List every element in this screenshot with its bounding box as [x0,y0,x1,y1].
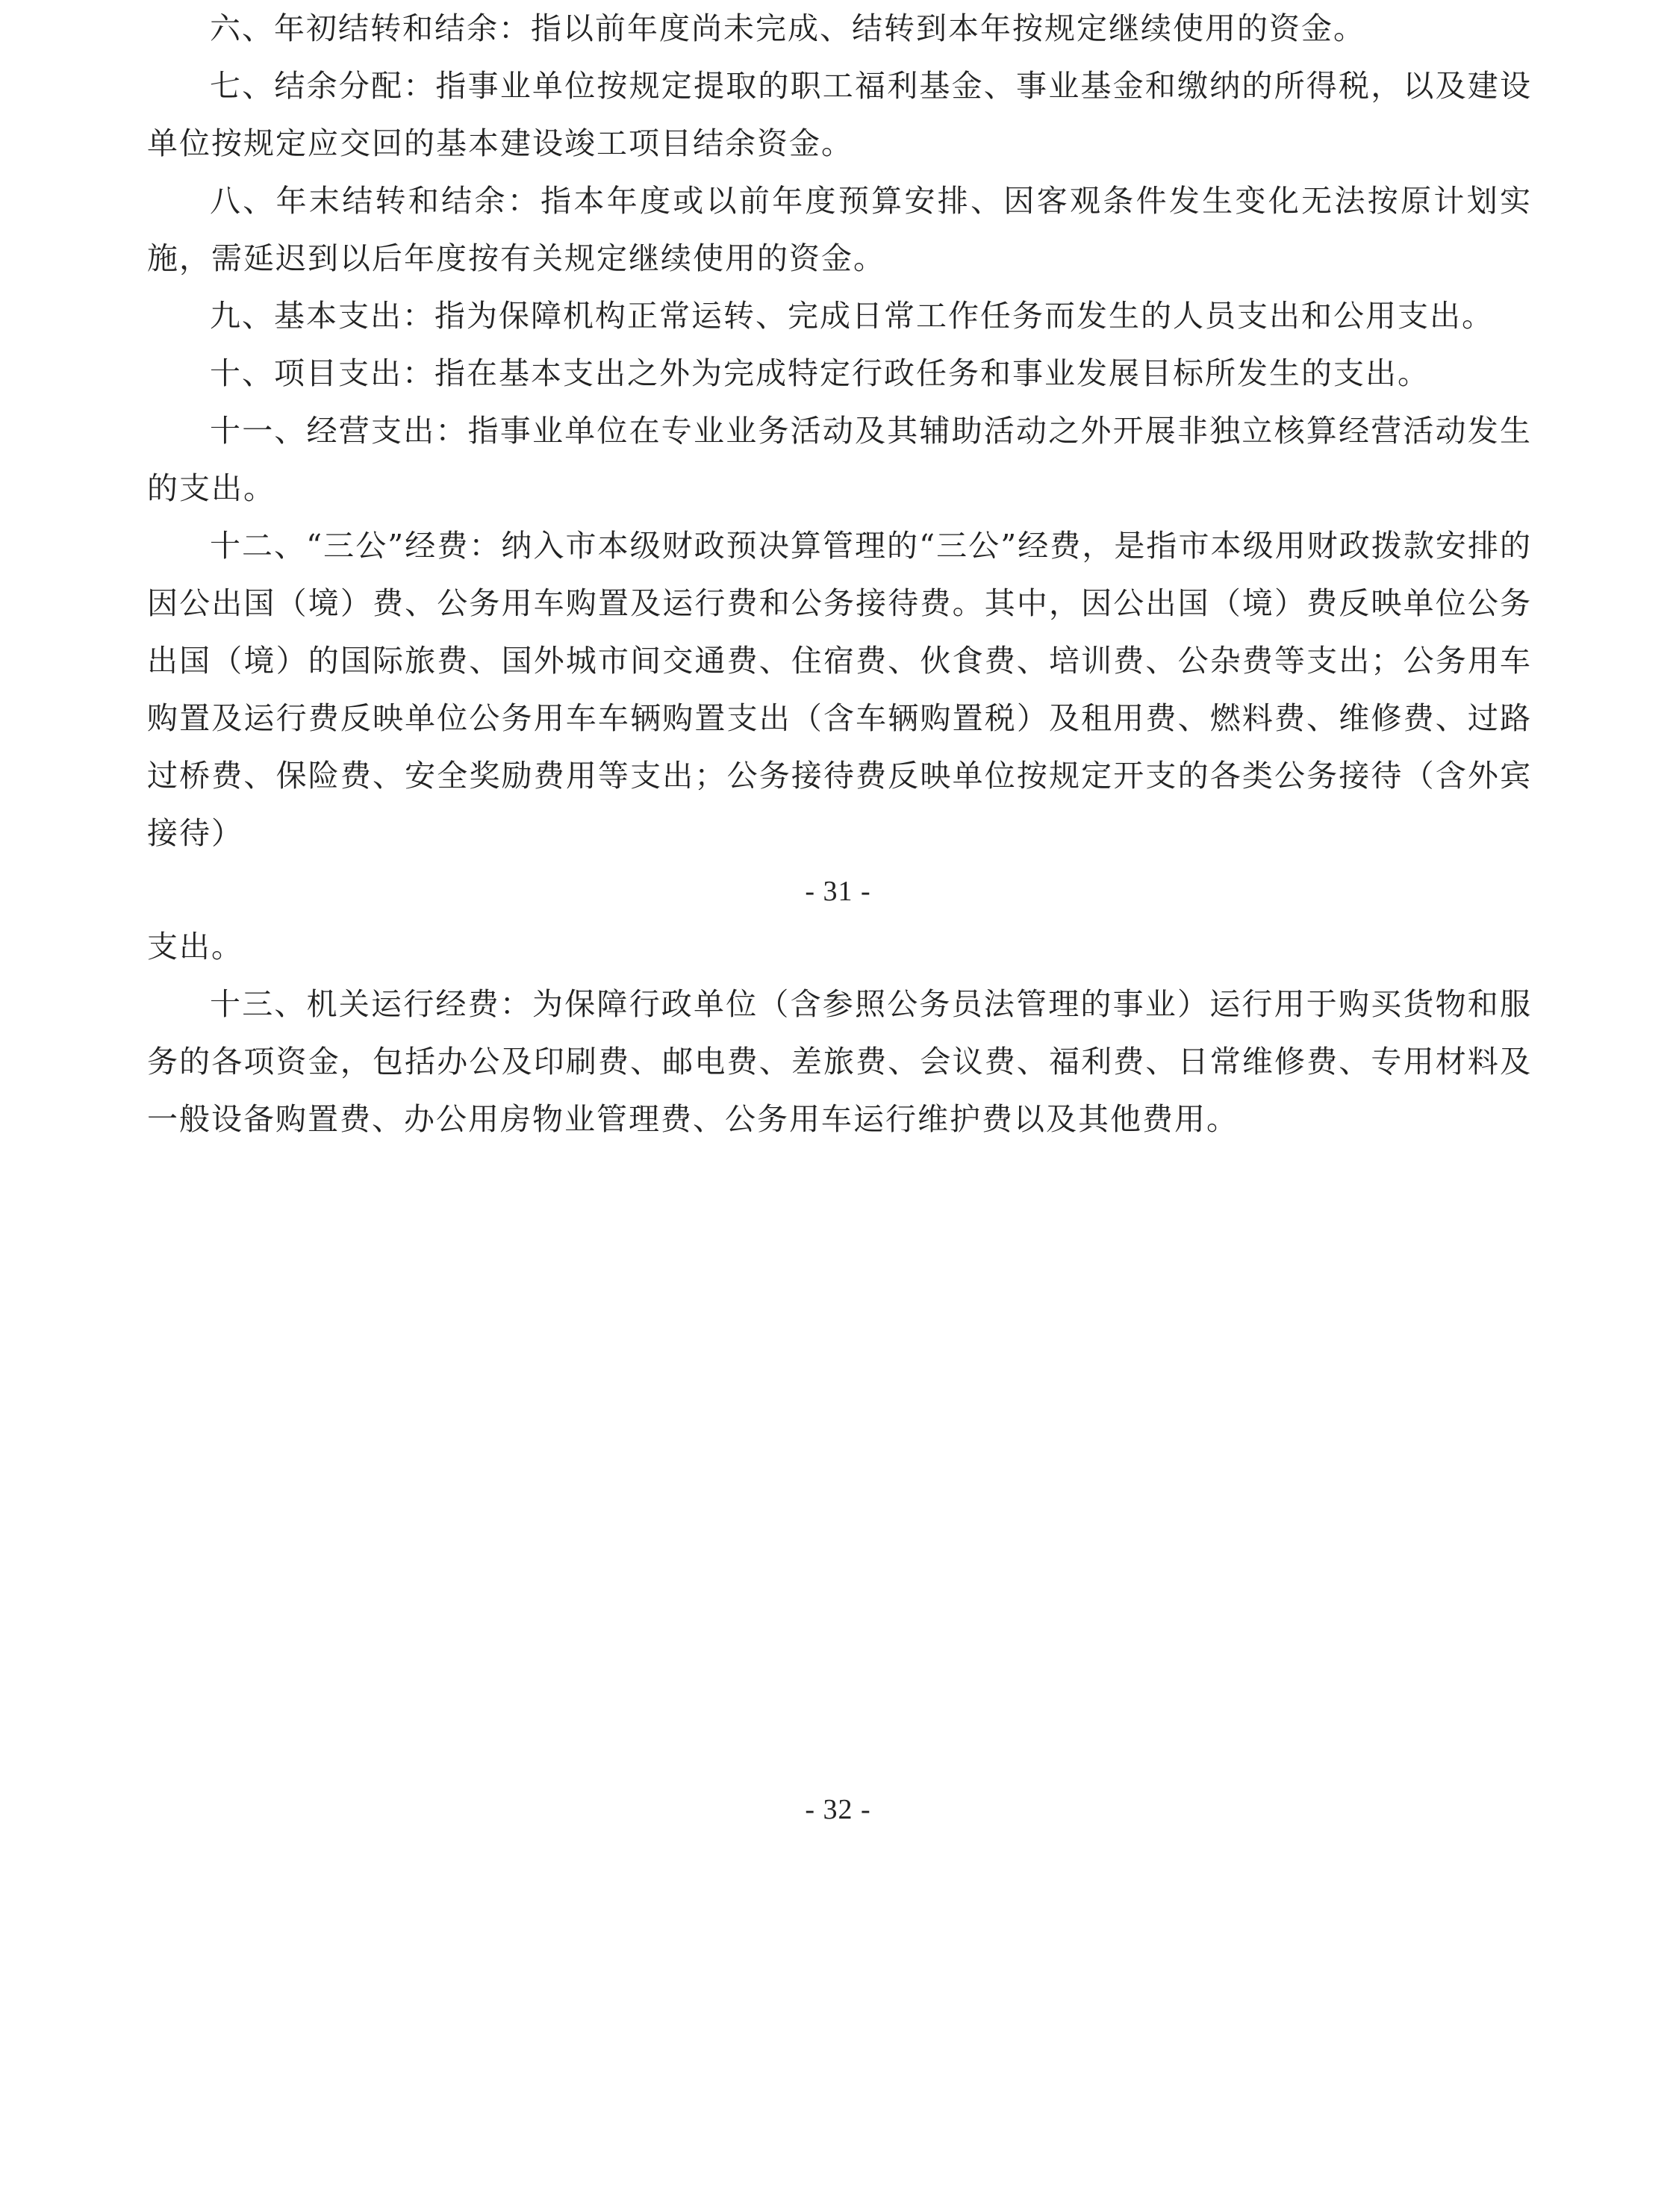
page-number-31: - 31 - [805,876,871,907]
paragraph-10-project-expenditure: 十、项目支出：指在基本支出之外为完成特定行政任务和事业发展目标所发生的支出。 [210,355,1430,391]
page-31-body [147,0,1532,862]
paragraph-6-carryover: 六、年初结转和结余：指以前年度尚未完成、结转到本年按规定继续使用的资金。 [210,10,1365,46]
paragraph-8-year-end-carryover: 八、年末结转和结余：指本年度或以前年度预算安排、因客观条件发生变化无法按原计划实施，需延迟到以后年度按有关规定继续使用的资金。 [147,183,1532,276]
paragraph-13-agency-operating-funds: 十三、机关运行经费：为保障行政单位（含参照公务员法管理的事业）运行用于购买货物和服务的各项资金，包括办公及印刷费、邮电费、差旅费、会议费、福利费、日常维修费、专用材料及一般设备购置费、办公用房物业管理费、公务用车运行维护费以及其他费用。 [147,986,1532,1137]
paragraph-12-continuation: 支出。 [147,929,243,965]
paragraph-7-surplus-allocation: 七、结余分配：指事业单位按规定提取的职工福利基金、事业基金和缴纳的所得税，以及建设单位按规定应交回的基本建设竣工项目结余资金。 [147,68,1532,161]
page-32-body [147,918,1532,1148]
page-number-32: - 32 - [805,1794,871,1825]
paragraph-9-basic-expenditure: 九、基本支出：指为保障机构正常运转、完成日常工作任务而发生的人员支出和公用支出。 [210,298,1494,334]
paragraph-12-three-public-expenses: 十二、“三公”经费：纳入市本级财政预决算管理的“三公”经费，是指市本级用财政拨款安排的因公出国（境）费、公务用车购置及运行费和公务接待费。其中，因公出国（境）费反映单位公务出国（境）的国际旅费、国外城市间交通费、住宿费、伙食费、培训费、公杂费等支出；公务用车购置及运行费反映单位公务用车车辆购置支出（含车辆购置税）及租用费、燃料费、维修费、过路过桥费、保险费、安全奖励费用等支出；公务接待费反映单位按规定开支的各类公务接待（含外宾接待） [147,528,1532,851]
paragraph-11-operating-expenditure: 十一、经营支出：指事业单位在专业业务活动及其辅助活动之外开展非独立核算经营活动发生的支出。 [147,413,1532,506]
